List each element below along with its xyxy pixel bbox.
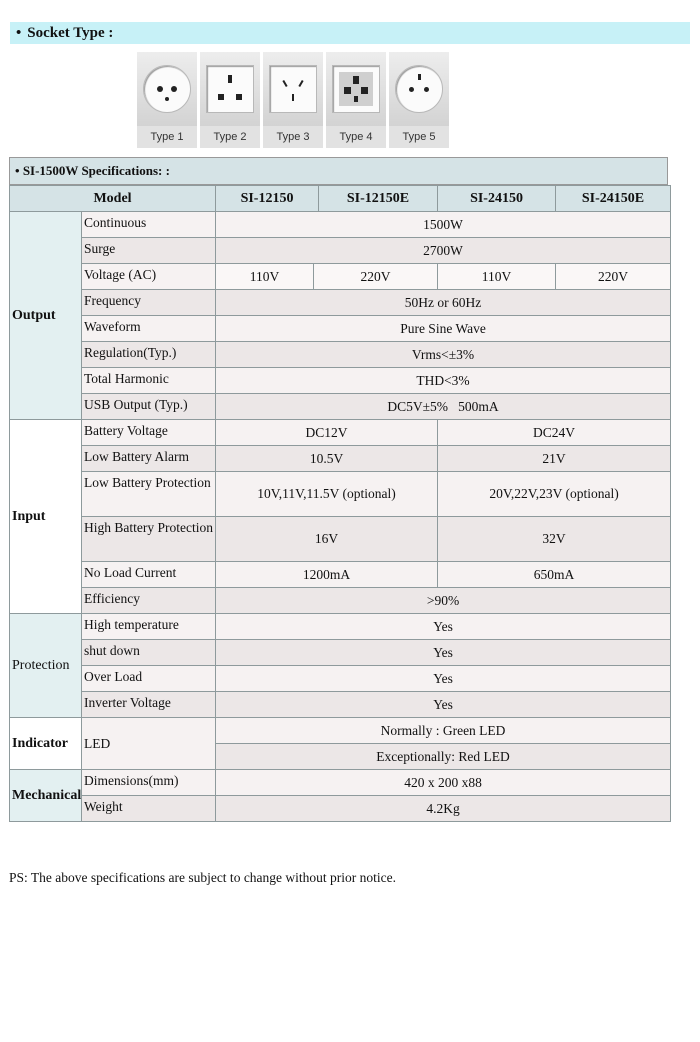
param-value: 1500W [216,212,671,238]
model-column-header: SI-24150 [438,186,556,212]
table-row [10,446,671,472]
param-label: Continuous [82,212,216,238]
param-label: Total Harmonic [82,368,216,394]
param-value: Yes [216,666,671,692]
socket-label: Type 4 [326,126,386,148]
au-socket-icon [269,65,317,113]
table-row [10,394,671,420]
param-value: 50Hz or 60Hz [216,290,671,316]
table-row [10,420,671,446]
bullet: • [16,25,22,41]
table-row [10,290,671,316]
param-label: Voltage (AC) [82,264,216,290]
param-label: Inverter Voltage [82,692,216,718]
param-value: Exceptionally: Red LED [216,744,671,770]
table-row [10,640,671,666]
param-value: 21V [438,446,671,472]
param-label: Low Battery Alarm [82,446,216,472]
table-row [10,692,671,718]
socket-label: Type 2 [200,126,260,148]
category-protection: Protection [10,614,82,718]
socket-label: Type 3 [263,126,323,148]
socket-type-3[interactable] [263,52,323,148]
param-label: LED [82,718,216,770]
table-row [10,316,671,342]
specifications-header [9,157,668,185]
param-label: Surge [82,238,216,264]
model-header: Model [10,186,216,212]
param-value: DC12V [216,420,438,446]
table-row [10,718,671,744]
french-socket-icon [395,65,443,113]
socket-label: Type 1 [137,126,197,148]
param-label: Dimensions(mm) [82,770,216,796]
param-label: Efficiency [82,588,216,614]
table-row [10,212,671,238]
table-row [10,770,671,796]
param-label: Waveform [82,316,216,342]
param-value: 110V [438,264,556,290]
param-value: Yes [216,614,671,640]
param-value: 110V [216,264,314,290]
socket-label: Type 5 [389,126,449,148]
schuko-socket-icon [143,65,191,113]
param-value: THD<3% [216,368,671,394]
socket-type-1[interactable] [137,52,197,148]
footnote: PS: The above specifications are subject to change without prior notice. [9,870,397,885]
param-value: 650mA [438,562,671,588]
bullet: • [15,163,23,178]
param-label: High Battery Protection [82,517,216,562]
table-row [10,264,671,290]
specifications-title: SI-1500W Specifications: : [22,163,170,178]
param-label: Frequency [82,290,216,316]
model-column-header: SI-12150E [319,186,438,212]
socket-type-4[interactable] [326,52,386,148]
category-indicator: Indicator [10,718,82,770]
table-row [10,342,671,368]
param-label: Regulation(Typ.) [82,342,216,368]
table-row [10,796,671,822]
table-row [10,472,671,517]
param-value: Yes [216,640,671,666]
param-value: Normally : Green LED [216,718,671,744]
param-label: shut down [82,640,216,666]
table-row [10,666,671,692]
param-label: Battery Voltage [82,420,216,446]
param-value: 32V [438,517,671,562]
param-value: Yes [216,692,671,718]
category-output: Output [10,212,82,420]
param-value: 4.2Kg [216,796,671,822]
param-value: DC24V [438,420,671,446]
param-value: 20V,22V,23V (optional) [438,472,671,517]
param-value: Vrms<±3% [216,342,671,368]
table-header-row [10,186,671,212]
param-value: 420 x 200 x88 [216,770,671,796]
param-value: >90% [216,588,671,614]
param-value: Pure Sine Wave [216,316,671,342]
category-mechanical: Mechanical [10,770,82,822]
param-label: Over Load [82,666,216,692]
param-label: USB Output (Typ.) [82,394,216,420]
socket-type-header [10,22,690,44]
socket-type-2[interactable] [200,52,260,148]
param-label: No Load Current [82,562,216,588]
table-row [10,588,671,614]
table-row [10,562,671,588]
uk-socket-icon [206,65,254,113]
model-column-header: SI-24150E [556,186,671,212]
specifications-table [9,185,671,822]
param-value: 1200mA [216,562,438,588]
universal-socket-icon [332,65,380,113]
table-row [10,517,671,562]
socket-type-5[interactable] [389,52,449,148]
category-input: Input [10,420,82,614]
param-value: 220V [314,264,438,290]
param-label: Weight [82,796,216,822]
param-value: DC5V±5% 500mA [216,394,671,420]
socket-gallery [137,52,449,148]
param-label: High temperature [82,614,216,640]
model-column-header: SI-12150 [216,186,319,212]
table-row [10,614,671,640]
table-row [10,238,671,264]
socket-type-title: Socket Type : [27,25,114,41]
param-label: Low Battery Protection [82,472,216,517]
param-value: 10.5V [216,446,438,472]
param-value: 16V [216,517,438,562]
table-row [10,368,671,394]
param-value: 2700W [216,238,671,264]
param-value: 10V,11V,11.5V (optional) [216,472,438,517]
param-value: 220V [556,264,671,290]
